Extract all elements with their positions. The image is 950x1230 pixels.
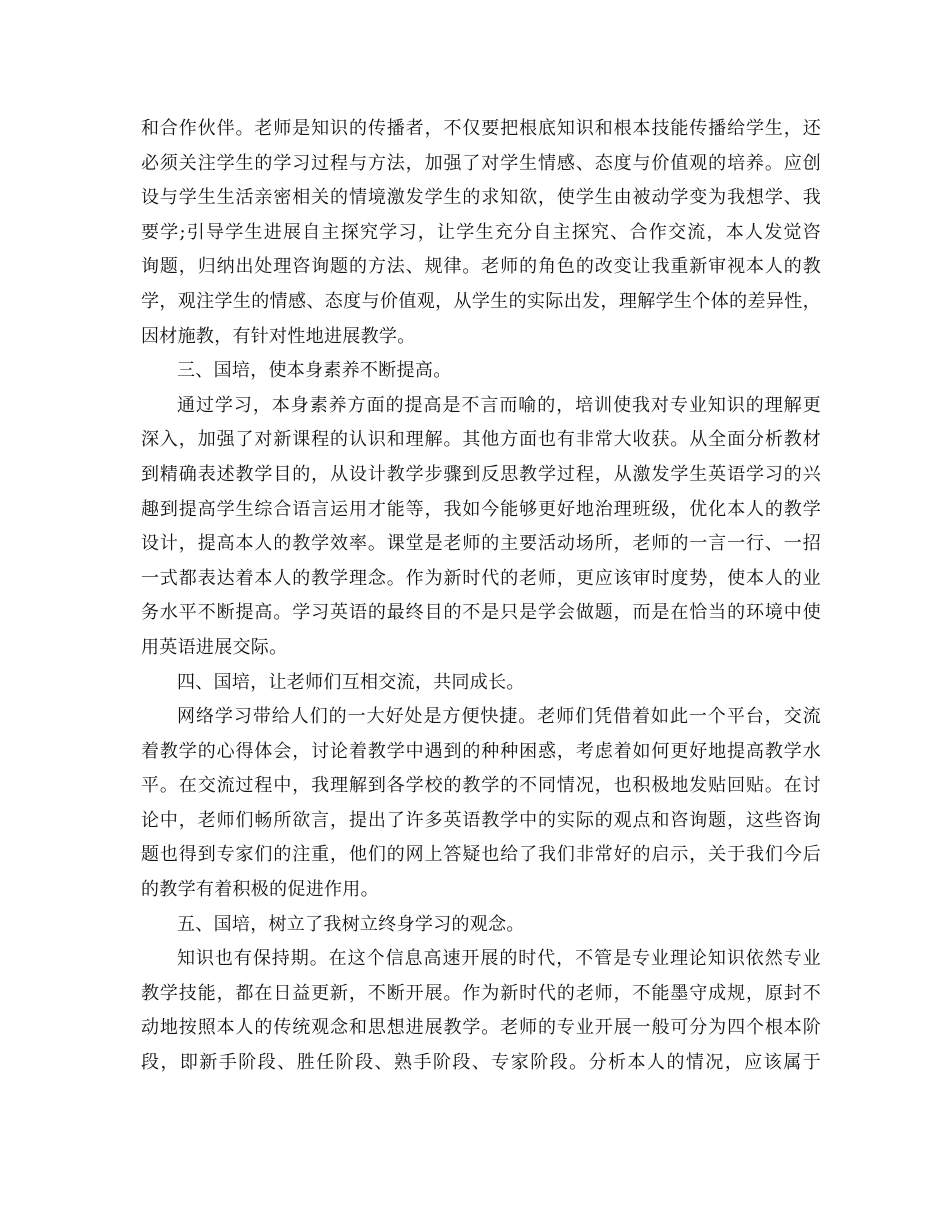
text-line: 五、国培，树立了我树立终身学习的观念。	[177, 913, 525, 935]
text-line: 通过学习，本身素养方面的提高是不言而喻的，培训使我对专业知识的理解更	[177, 394, 821, 416]
text-line: 题也得到专家们的注重，他们的网上答疑也给了我们非常好的启示，关于我们今后	[141, 844, 821, 866]
text-line: 因材施教，有针对性地进展教学。	[141, 325, 416, 347]
text-line: 询题，归纳出处理咨询题的方法、规律。老师的角色的改变让我重新审视本人的教	[141, 256, 821, 278]
text-line: 动地按照本人的传统观念和思想进展教学。老师的专业开展一般可分为四个根本阶	[141, 1017, 821, 1039]
text-line: 深入，加强了对新课程的认识和理解。其他方面也有非常大收获。从全面分析教材	[141, 429, 821, 451]
text-line: 趣到提高学生综合语言运用才能等，我如今能够更好地治理班级，优化本人的教学	[141, 498, 821, 520]
text-line: 段，即新手阶段、胜任阶段、熟手阶段、专家阶段。分析本人的情况，应该属于	[141, 1052, 821, 1074]
text-line: 学，观注学生的情感、态度与价值观，从学生的实际出发，理解学生个体的差异性，	[141, 290, 821, 312]
document-body	[141, 112, 821, 1081]
text-line: 平。在交流过程中，我理解到各学校的教学的不同情况，也积极地发贴回贴。在讨	[141, 775, 821, 797]
text-line: 网络学习带给人们的一大好处是方便快捷。老师们凭借着如此一个平台，交流	[177, 706, 821, 728]
text-line: 四、国培，让老师们互相交流，共同成长。	[177, 671, 525, 693]
text-line: 教学技能，都在日益更新，不断开展。作为新时代的老师，不能墨守成规，原封不	[141, 982, 821, 1004]
text-line: 三、国培，使本身素养不断提高。	[177, 360, 452, 382]
text-line: 务水平不断提高。学习英语的最终目的不是只是学会做题，而是在恰当的环境中使	[141, 602, 821, 624]
text-line: 设与学生生活亲密相关的情境激发学生的求知欲，使学生由被动学变为我想学、我	[141, 187, 821, 209]
text-line: 的教学有着积极的促进作用。	[141, 879, 379, 901]
text-line: 设计，提高本人的教学效率。课堂是老师的主要活动场所，老师的一言一行、一招	[141, 533, 821, 555]
text-line: 论中，老师们畅所欲言，提出了许多英语教学中的实际的观点和咨询题，这些咨询	[141, 809, 821, 831]
text-line: 要学;引导学生进展自主探究学习，让学生充分自主探究、合作交流，本人发觉咨	[141, 221, 821, 243]
text-line: 必须关注学生的学习过程与方法，加强了对学生情感、态度与价值观的培养。应创	[141, 152, 821, 174]
text-line: 知识也有保持期。在这个信息高速开展的时代，不管是专业理论知识依然专业	[177, 948, 821, 970]
text-line: 和合作伙伴。老师是知识的传播者，不仅要把根底知识和根本技能传播给学生，还	[141, 118, 821, 139]
text-line: 用英语进展交际。	[141, 636, 288, 658]
text-line: 着教学的心得体会，讨论着教学中遇到的种种困惑，考虑着如何更好地提高教学水	[141, 740, 821, 762]
text-line: 一式都表达着本人的教学理念。作为新时代的老师，更应该审时度势，使本人的业	[141, 567, 821, 589]
text-line: 到精确表述教学目的，从设计教学步骤到反思教学过程，从激发学生英语学习的兴	[141, 463, 821, 485]
